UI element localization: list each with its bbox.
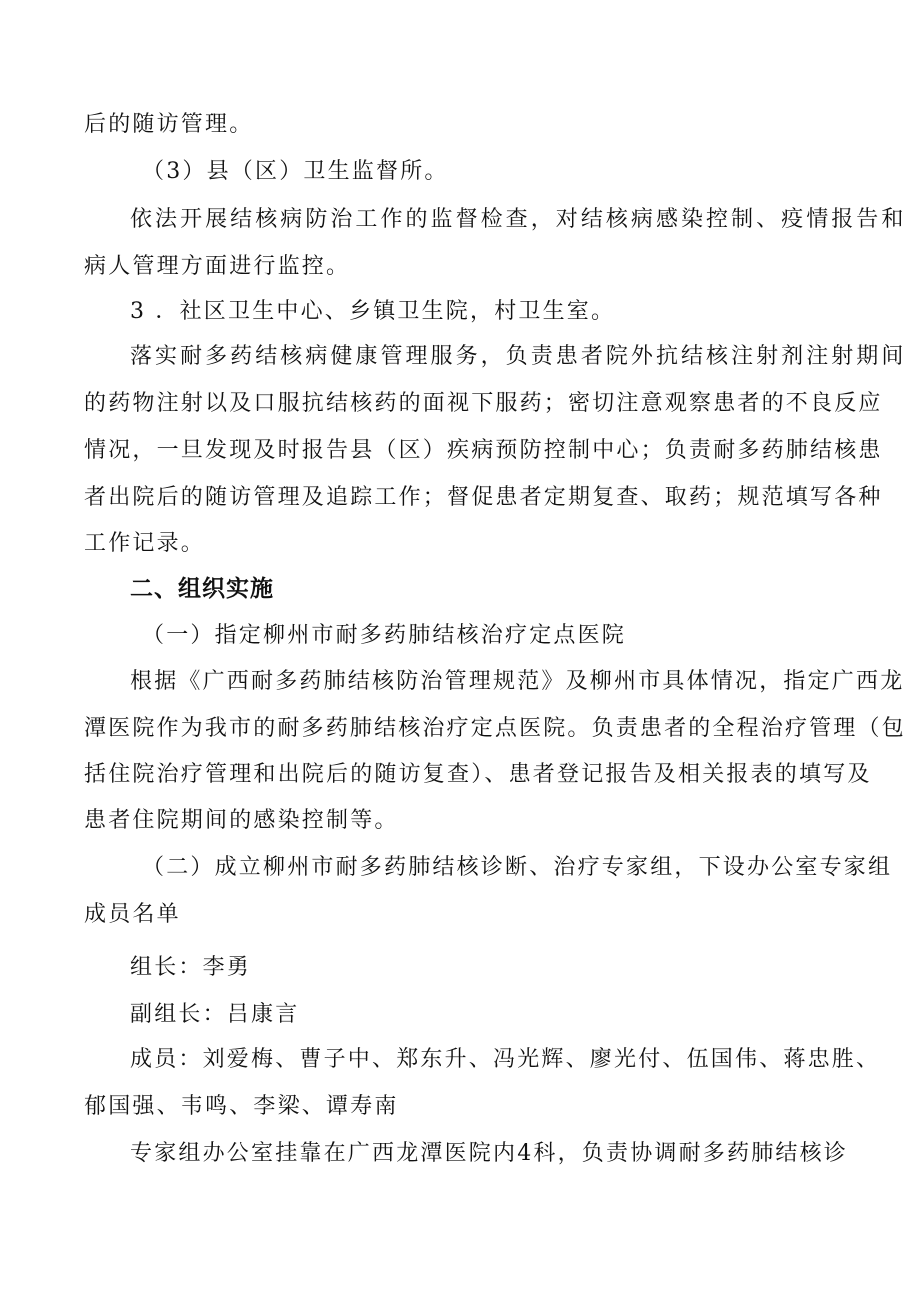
text-line: 工作记录。 bbox=[84, 531, 206, 556]
text-line: 病人管理方面进行监控。 bbox=[84, 254, 351, 279]
text-line: 者出院后的随访管理及追踪工作；督促患者定期复查、取药；规范填写各种 bbox=[84, 485, 883, 510]
text-line: 根据《广西耐多药肺结核防治管理规范》及柳州市具体情况，指定广西龙 bbox=[130, 669, 905, 694]
text-line: （二）成立柳州市耐多药肺结核诊断、治疗专家组，下设办公室专家组 bbox=[142, 855, 893, 880]
text-line: 潭医院作为我市的耐多药肺结核治疗定点医院。负责患者的全程治疗管理（包 bbox=[84, 716, 906, 741]
text-line: 专家组办公室挂靠在广西龙潭医院内4科，负责协调耐多药肺结核诊 bbox=[130, 1141, 848, 1166]
text-line: 情况，一旦发现及时报告县（区）疾病预防控制中心；负责耐多药肺结核患 bbox=[84, 438, 883, 463]
text-line: 成员：刘爱梅、曹子中、郑东升、冯光辉、廖光付、伍国伟、蒋忠胜、 bbox=[130, 1047, 881, 1072]
text-line: 括住院治疗管理和出院后的随访复查）、患者登记报告及相关报表的填写及 bbox=[84, 762, 872, 787]
text-line: 患者住院期间的感染控制等。 bbox=[84, 808, 399, 833]
text-line: 3 ．社区卫生中心、乡镇卫生院，村卫生室。 bbox=[130, 299, 616, 324]
text-line: 郁国强、韦鸣、李梁、谭寿南 bbox=[84, 1094, 399, 1119]
text-line: 组长：李勇 bbox=[130, 955, 252, 980]
text-line: （3）县（区）卫生监督所。 bbox=[142, 159, 449, 184]
text-line: 依法开展结核病防治工作的监督检查，对结核病感染控制、疫情报告和 bbox=[130, 207, 907, 232]
text-line: 后的随访管理。 bbox=[84, 112, 254, 137]
text-line: 成员名单 bbox=[84, 902, 181, 927]
text-line: 落实耐多药结核病健康管理服务，负责患者院外抗结核注射剂注射期间 bbox=[130, 344, 907, 369]
section-heading: 二、组织实施 bbox=[130, 576, 274, 602]
text-line: 副组长：吕康言 bbox=[130, 1002, 300, 1027]
text-line: （一）指定柳州市耐多药肺结核治疗定点医院 bbox=[142, 623, 627, 648]
text-line: 的药物注射以及口服抗结核药的面视下服药；密切注意观察患者的不良反应 bbox=[84, 391, 883, 416]
